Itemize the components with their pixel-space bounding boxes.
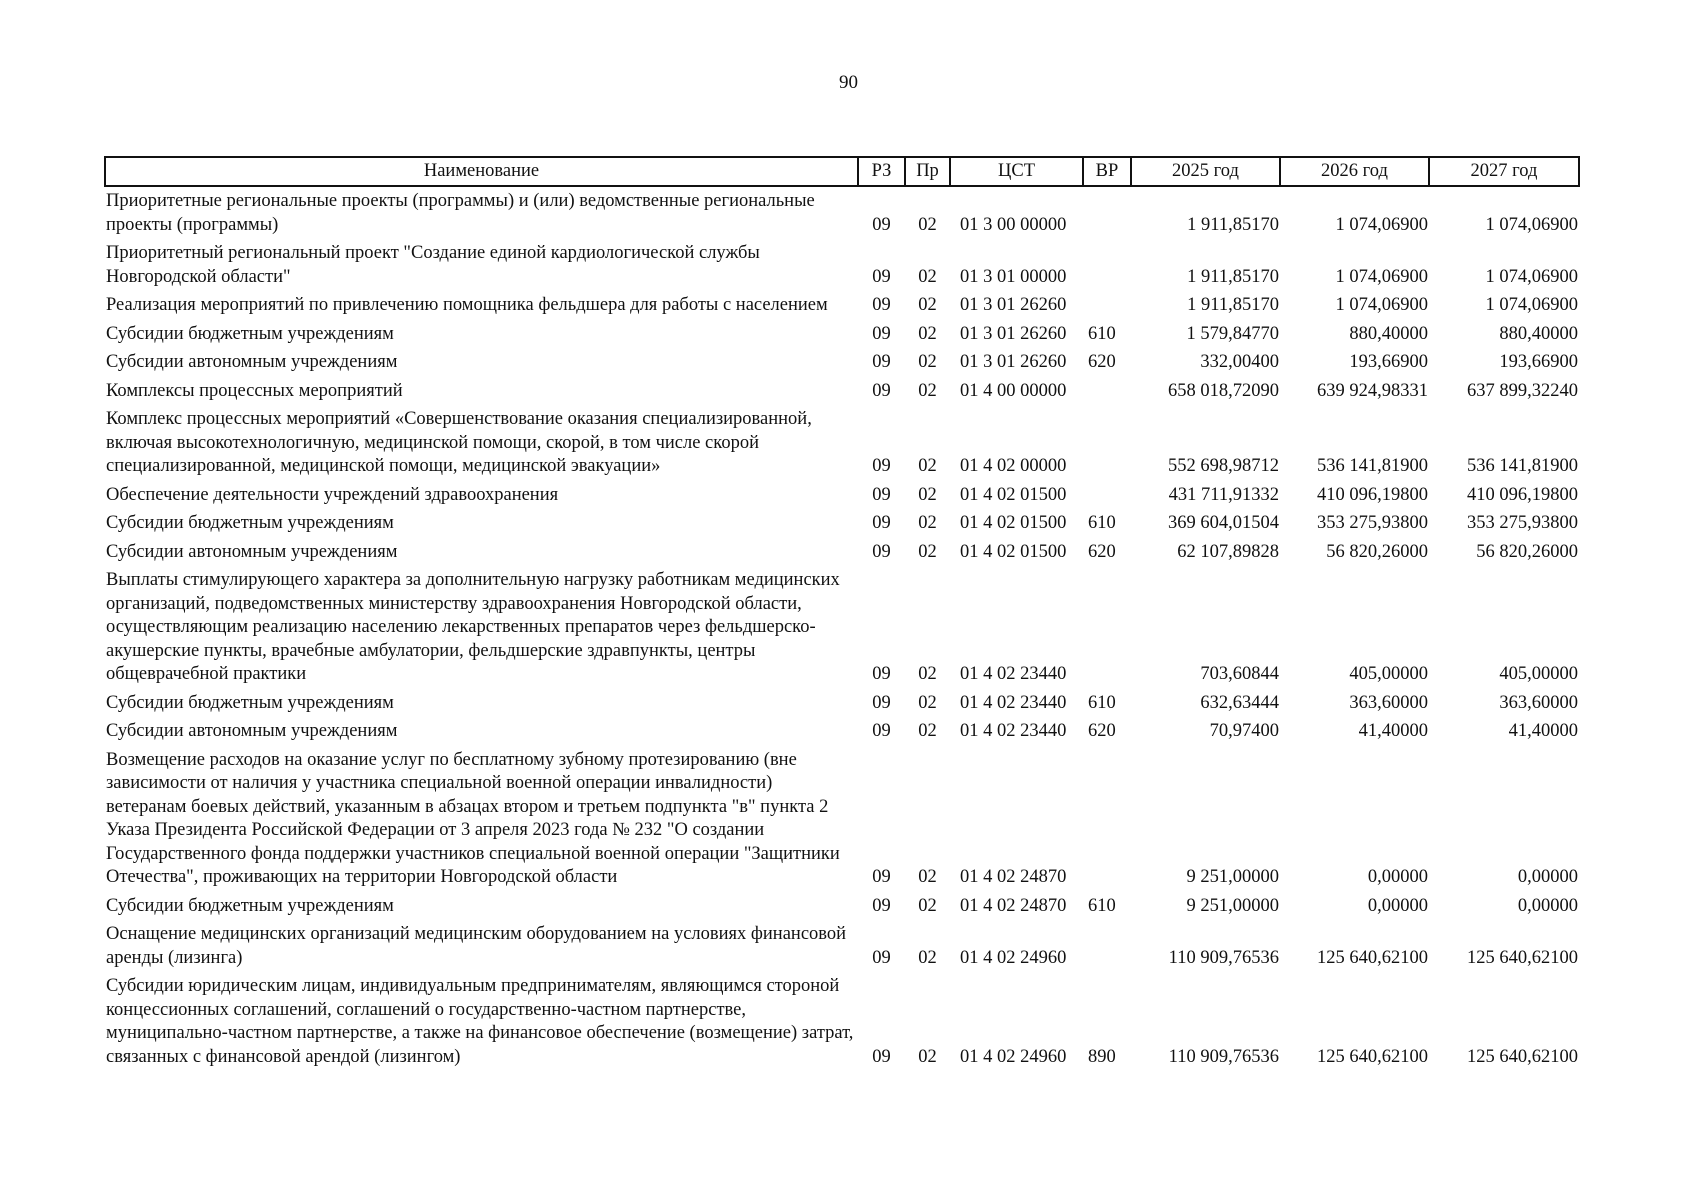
table-row xyxy=(105,689,1579,718)
row-amount-2025: 110 909,76536 xyxy=(1168,1046,1279,1067)
row-amount-2025: 1 579,84770 xyxy=(1186,323,1279,344)
row-cst: 01 4 02 01500 xyxy=(960,484,1067,505)
row-amount-2026: 125 640,62100 xyxy=(1317,1046,1428,1067)
page-number: 90 xyxy=(839,72,858,93)
column-header-2027: 2027 год xyxy=(1429,157,1579,186)
row-pr: 02 xyxy=(918,352,937,372)
row-vr xyxy=(1083,746,1131,892)
row-name: Оснащение медицинских организаций медицинским оборудованием на условиях финансовой аренды (лизинга) xyxy=(106,924,847,968)
row-amount-2026: 125 640,62100 xyxy=(1317,947,1428,968)
column-header-2026: 2026 год xyxy=(1280,157,1429,186)
row-amount-2025: 332,00400 xyxy=(1200,352,1279,372)
row-amount-2025: 658 018,72090 xyxy=(1168,380,1279,401)
row-rz: 09 xyxy=(872,295,891,315)
row-cst: 01 4 02 24960 xyxy=(960,1046,1067,1067)
column-header-vr: ВР xyxy=(1083,157,1131,186)
table-row xyxy=(105,291,1579,320)
row-cst: 01 4 00 00000 xyxy=(960,380,1067,401)
row-vr xyxy=(1083,186,1131,239)
row-amount-2025: 9 251,00000 xyxy=(1186,895,1279,916)
row-amount-2026: 1 074,06900 xyxy=(1335,266,1428,287)
row-amount-2025: 62 107,89828 xyxy=(1177,541,1279,562)
row-amount-2025: 110 909,76536 xyxy=(1168,947,1279,968)
row-rz: 09 xyxy=(872,664,891,684)
row-amount-2027: 41,40000 xyxy=(1508,721,1578,741)
row-amount-2025: 70,97400 xyxy=(1209,721,1279,741)
row-rz: 09 xyxy=(872,266,891,287)
table-row xyxy=(105,348,1579,377)
row-amount-2026: 193,66900 xyxy=(1349,352,1428,372)
row-amount-2025: 431 711,91332 xyxy=(1168,484,1279,505)
row-amount-2026: 410 096,19800 xyxy=(1317,484,1428,505)
row-amount-2027: 536 141,81900 xyxy=(1467,456,1578,476)
row-pr: 02 xyxy=(918,484,937,505)
row-vr xyxy=(1083,239,1131,291)
row-pr: 02 xyxy=(918,214,937,235)
row-name: Субсидии юридическим лицам, индивидуальным предпринимателям, являющимся стороной концессионных соглашений, соглашений о государственно-частном партнерстве, муниципально-частном партнерстве, а также на финансовое обеспечение (возмещение) затрат, связанных с финансовой арендой (лизингом) xyxy=(106,976,854,1067)
table-header-row xyxy=(105,157,1579,186)
row-rz: 09 xyxy=(872,1046,891,1067)
row-vr: 610 xyxy=(1088,895,1116,916)
row-pr: 02 xyxy=(918,947,937,968)
table-row xyxy=(105,538,1579,567)
table-row xyxy=(105,481,1579,510)
row-name: Реализация мероприятий по привлечению помощника фельдшера для работы с населением xyxy=(106,295,828,315)
row-amount-2027: 880,40000 xyxy=(1499,323,1578,344)
row-vr: 620 xyxy=(1088,352,1116,372)
row-amount-2025: 632,63444 xyxy=(1200,692,1279,713)
row-rz: 09 xyxy=(872,947,891,968)
row-amount-2026: 363,60000 xyxy=(1349,692,1428,713)
row-amount-2026: 0,00000 xyxy=(1367,895,1428,916)
row-cst: 01 3 01 00000 xyxy=(960,266,1067,287)
row-vr xyxy=(1083,291,1131,320)
row-vr: 890 xyxy=(1088,1046,1116,1067)
row-rz: 09 xyxy=(872,721,891,741)
row-pr: 02 xyxy=(918,380,937,401)
row-cst: 01 4 02 24870 xyxy=(960,867,1067,887)
row-pr: 02 xyxy=(918,456,937,476)
column-header-name: Наименование xyxy=(105,157,858,186)
row-amount-2026: 353 275,93800 xyxy=(1317,513,1428,533)
row-amount-2027: 353 275,93800 xyxy=(1467,513,1578,533)
row-rz: 09 xyxy=(872,484,891,505)
column-header-rz: РЗ xyxy=(858,157,905,186)
row-amount-2025: 1 911,85170 xyxy=(1187,295,1279,315)
row-name: Выплаты стимулирующего характера за дополнительную нагрузку работникам медицинских организаций, подведомственных министерству здравоохранения Новгородской области, осуществляющим реализацию населению лекарственных препаратов через фельдшерско-акушерские пункты, врачебные амбулатории, фельдшерские здравпункты, центры общеврачебной практики xyxy=(106,570,840,684)
row-vr: 620 xyxy=(1088,721,1116,741)
row-name: Субсидии бюджетным учреждениям xyxy=(106,692,394,713)
row-rz: 09 xyxy=(872,541,891,562)
row-vr xyxy=(1083,481,1131,510)
row-cst: 01 4 02 23440 xyxy=(960,664,1067,684)
row-amount-2025: 703,60844 xyxy=(1200,664,1279,684)
row-amount-2026: 41,40000 xyxy=(1358,721,1428,741)
row-amount-2027: 0,00000 xyxy=(1517,895,1578,916)
row-vr: 610 xyxy=(1088,513,1116,533)
row-amount-2027: 1 074,06900 xyxy=(1485,295,1578,315)
row-rz: 09 xyxy=(872,456,891,476)
row-cst: 01 4 02 23440 xyxy=(960,721,1067,741)
row-rz: 09 xyxy=(872,323,891,344)
table-row xyxy=(105,892,1579,921)
row-pr: 02 xyxy=(918,295,937,315)
row-amount-2027: 637 899,32240 xyxy=(1467,380,1578,401)
row-cst: 01 4 02 24870 xyxy=(960,895,1067,916)
row-name: Субсидии автономным учреждениям xyxy=(106,721,398,741)
row-amount-2027: 405,00000 xyxy=(1499,664,1578,684)
table-row xyxy=(105,566,1579,689)
row-rz: 09 xyxy=(872,380,891,401)
row-cst: 01 4 02 23440 xyxy=(960,692,1067,713)
row-name: Приоритетный региональный проект "Создание единой кардиологической службы Новгородской области" xyxy=(106,243,760,287)
column-header-2025: 2025 год xyxy=(1131,157,1280,186)
table-row xyxy=(105,186,1579,239)
row-name: Приоритетные региональные проекты (программы) и (или) ведомственные региональные проекты (программы) xyxy=(106,191,815,235)
row-pr: 02 xyxy=(918,895,937,916)
row-name: Субсидии бюджетным учреждениям xyxy=(106,895,394,916)
row-cst: 01 3 01 26260 xyxy=(960,323,1067,344)
row-amount-2027: 0,00000 xyxy=(1517,867,1578,887)
row-amount-2027: 125 640,62100 xyxy=(1467,947,1578,968)
row-name: Комплекс процессных мероприятий «Совершенствование оказания специализированной, включая высокотехнологичную, медицинской помощи, скорой, в том числе скорой специализированной, медицинской помощи, медицинской эвакуации» xyxy=(106,409,812,476)
row-pr: 02 xyxy=(918,266,937,287)
table-row xyxy=(105,377,1579,406)
row-cst: 01 4 02 24960 xyxy=(960,947,1067,968)
row-amount-2025: 1 911,85170 xyxy=(1187,214,1279,235)
row-pr: 02 xyxy=(918,867,937,887)
column-header-cst: ЦСТ xyxy=(950,157,1083,186)
table-row xyxy=(105,239,1579,291)
table-row xyxy=(105,920,1579,972)
row-vr xyxy=(1083,566,1131,689)
row-name: Обеспечение деятельности учреждений здравоохранения xyxy=(106,484,559,505)
row-name: Субсидии бюджетным учреждениям xyxy=(106,513,394,533)
table-row xyxy=(105,972,1579,1071)
table-row xyxy=(105,746,1579,892)
row-vr xyxy=(1083,405,1131,481)
row-pr: 02 xyxy=(918,1046,937,1067)
row-amount-2026: 405,00000 xyxy=(1349,664,1428,684)
row-rz: 09 xyxy=(872,513,891,533)
row-amount-2027: 363,60000 xyxy=(1499,692,1578,713)
row-rz: 09 xyxy=(872,895,891,916)
row-vr xyxy=(1083,920,1131,972)
row-amount-2027: 56 820,26000 xyxy=(1476,541,1578,562)
row-name: Возмещение расходов на оказание услуг по бесплатному зубному протезированию (вне зависимости от наличия у участника специальной военной операции инвалидности) ветеранам боевых действий, указанным в абзацах втором и третьем подпункта "в" пункта 2 Указа Президента Российской Федерации от 3 апреля 2023 года № 232 "О создании Государственного фонда поддержки участников специальной военной операции "Защитники Отечества", проживающих на территории Новгородской области xyxy=(106,749,840,887)
row-name: Субсидии бюджетным учреждениям xyxy=(106,323,394,344)
row-amount-2025: 1 911,85170 xyxy=(1187,266,1279,287)
row-amount-2025: 369 604,01504 xyxy=(1168,513,1279,533)
row-name: Субсидии автономным учреждениям xyxy=(106,541,398,562)
row-pr: 02 xyxy=(918,541,937,562)
table-row xyxy=(105,717,1579,746)
budget-table xyxy=(104,156,1580,1071)
row-amount-2026: 880,40000 xyxy=(1349,323,1428,344)
row-amount-2027: 125 640,62100 xyxy=(1467,1046,1578,1067)
row-amount-2026: 536 141,81900 xyxy=(1317,456,1428,476)
row-pr: 02 xyxy=(918,721,937,741)
row-pr: 02 xyxy=(918,323,937,344)
row-pr: 02 xyxy=(918,692,937,713)
row-vr: 610 xyxy=(1088,692,1116,713)
column-header-pr: Пр xyxy=(905,157,950,186)
row-vr xyxy=(1083,377,1131,406)
row-amount-2027: 193,66900 xyxy=(1499,352,1578,372)
row-pr: 02 xyxy=(918,513,937,533)
row-rz: 09 xyxy=(872,352,891,372)
row-amount-2025: 552 698,98712 xyxy=(1168,456,1279,476)
row-cst: 01 3 01 26260 xyxy=(960,295,1067,315)
row-amount-2026: 56 820,26000 xyxy=(1326,541,1428,562)
row-rz: 09 xyxy=(872,692,891,713)
row-rz: 09 xyxy=(872,867,891,887)
table-row xyxy=(105,320,1579,349)
row-cst: 01 4 02 01500 xyxy=(960,541,1067,562)
row-amount-2027: 1 074,06900 xyxy=(1485,214,1578,235)
row-amount-2026: 639 924,98331 xyxy=(1317,380,1428,401)
table-row xyxy=(105,405,1579,481)
row-amount-2027: 1 074,06900 xyxy=(1485,266,1578,287)
row-rz: 09 xyxy=(872,214,891,235)
row-amount-2026: 1 074,06900 xyxy=(1335,295,1428,315)
row-amount-2025: 9 251,00000 xyxy=(1186,867,1279,887)
row-name: Комплексы процессных мероприятий xyxy=(106,380,403,401)
row-vr: 610 xyxy=(1088,323,1116,344)
row-cst: 01 3 00 00000 xyxy=(960,214,1067,235)
row-cst: 01 3 01 26260 xyxy=(960,352,1067,372)
row-amount-2027: 410 096,19800 xyxy=(1467,484,1578,505)
row-amount-2026: 0,00000 xyxy=(1367,867,1428,887)
row-vr: 620 xyxy=(1088,541,1116,562)
row-amount-2026: 1 074,06900 xyxy=(1335,214,1428,235)
row-cst: 01 4 02 01500 xyxy=(960,513,1067,533)
row-name: Субсидии автономным учреждениям xyxy=(106,352,398,372)
row-cst: 01 4 02 00000 xyxy=(960,456,1067,476)
row-pr: 02 xyxy=(918,664,937,684)
table-row xyxy=(105,509,1579,538)
